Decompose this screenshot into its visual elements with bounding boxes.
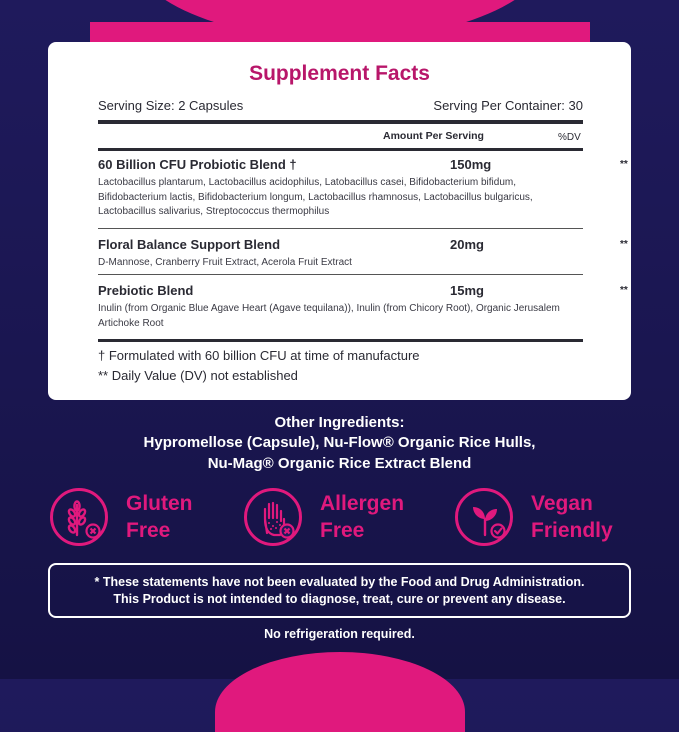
footnote-cfu: † Formulated with 60 billion CFU at time of manufacture xyxy=(98,348,420,363)
blend-ingredients: Inulin (from Organic Blue Agave Heart (Agave tequilana)), Inulin (from Chicory Root), Organic Jerusalem Artichoke Root xyxy=(98,303,560,329)
divider-thick xyxy=(98,120,583,124)
badge-vegan-friendly xyxy=(455,488,635,548)
badge-allergen-free xyxy=(244,488,434,548)
other-ingredients-line: Nu-Mag® Organic Rice Extract Blend xyxy=(207,455,472,472)
blend-name: Floral Balance Support Blend xyxy=(98,237,281,252)
badge-label: Allergen Free xyxy=(320,492,405,542)
blend-amount: 150mg xyxy=(450,157,492,172)
panel-title: Supplement Facts xyxy=(249,62,430,85)
blend-dv: ** xyxy=(620,159,628,170)
hand-allergen-free-icon xyxy=(244,488,302,546)
blend-name: Prebiotic Blend xyxy=(98,283,194,298)
dv-header: %DV xyxy=(558,132,581,143)
blend-name: 60 Billion CFU Probiotic Blend † xyxy=(98,157,297,172)
badge-label: Gluten Free xyxy=(126,492,193,542)
supplement-facts-panel xyxy=(48,42,631,400)
blend-ingredients: D-Mannose, Cranberry Fruit Extract, Acerola Fruit Extract xyxy=(98,257,352,268)
badge-gluten-free xyxy=(50,488,220,548)
blend-dv: ** xyxy=(620,285,628,296)
divider-row xyxy=(98,228,583,229)
divider-header xyxy=(98,148,583,151)
disclaimer-line: * These statements have not been evaluated by the Food and Drug Administration. xyxy=(94,575,585,589)
storage-note: No refrigeration required. xyxy=(264,627,415,641)
other-ingredients-line: Hypromellose (Capsule), Nu-Flow® Organic Rice Hulls, xyxy=(143,434,536,451)
other-ingredients-title: Other Ingredients: xyxy=(274,414,405,431)
badge-label: Vegan Friendly xyxy=(531,492,613,542)
disclaimer-line: This Product is not intended to diagnose, treat, cure or prevent any disease. xyxy=(113,592,566,606)
bottom-decorative-shape xyxy=(215,652,465,732)
fda-disclaimer-box xyxy=(48,563,631,618)
serving-size: Serving Size: 2 Capsules xyxy=(98,98,244,113)
leaf-vegan-icon xyxy=(455,488,513,546)
blend-ingredients: Lactobacillus plantarum, Lactobacillus acidophilus, Latobacillus casei, Bifidobacterium bifidum, Bifidobacterium lactis, Bifidobacterium longum, Lactobacillus rhamnosus, Lactobacillus bulgaricus, Lactobacillus salivarius, Streptococcus thermophilus xyxy=(98,177,533,217)
blend-amount: 20mg xyxy=(450,237,484,252)
blend-amount: 15mg xyxy=(450,283,484,298)
footnote-dv: ** Daily Value (DV) not established xyxy=(98,368,298,383)
wheat-free-icon xyxy=(50,488,108,546)
amount-per-serving-header: Amount Per Serving xyxy=(383,130,484,142)
divider-thick-bottom xyxy=(98,339,583,342)
blend-dv: ** xyxy=(620,239,628,250)
divider-row xyxy=(98,274,583,275)
servings-per-container: Serving Per Container: 30 xyxy=(433,98,583,113)
